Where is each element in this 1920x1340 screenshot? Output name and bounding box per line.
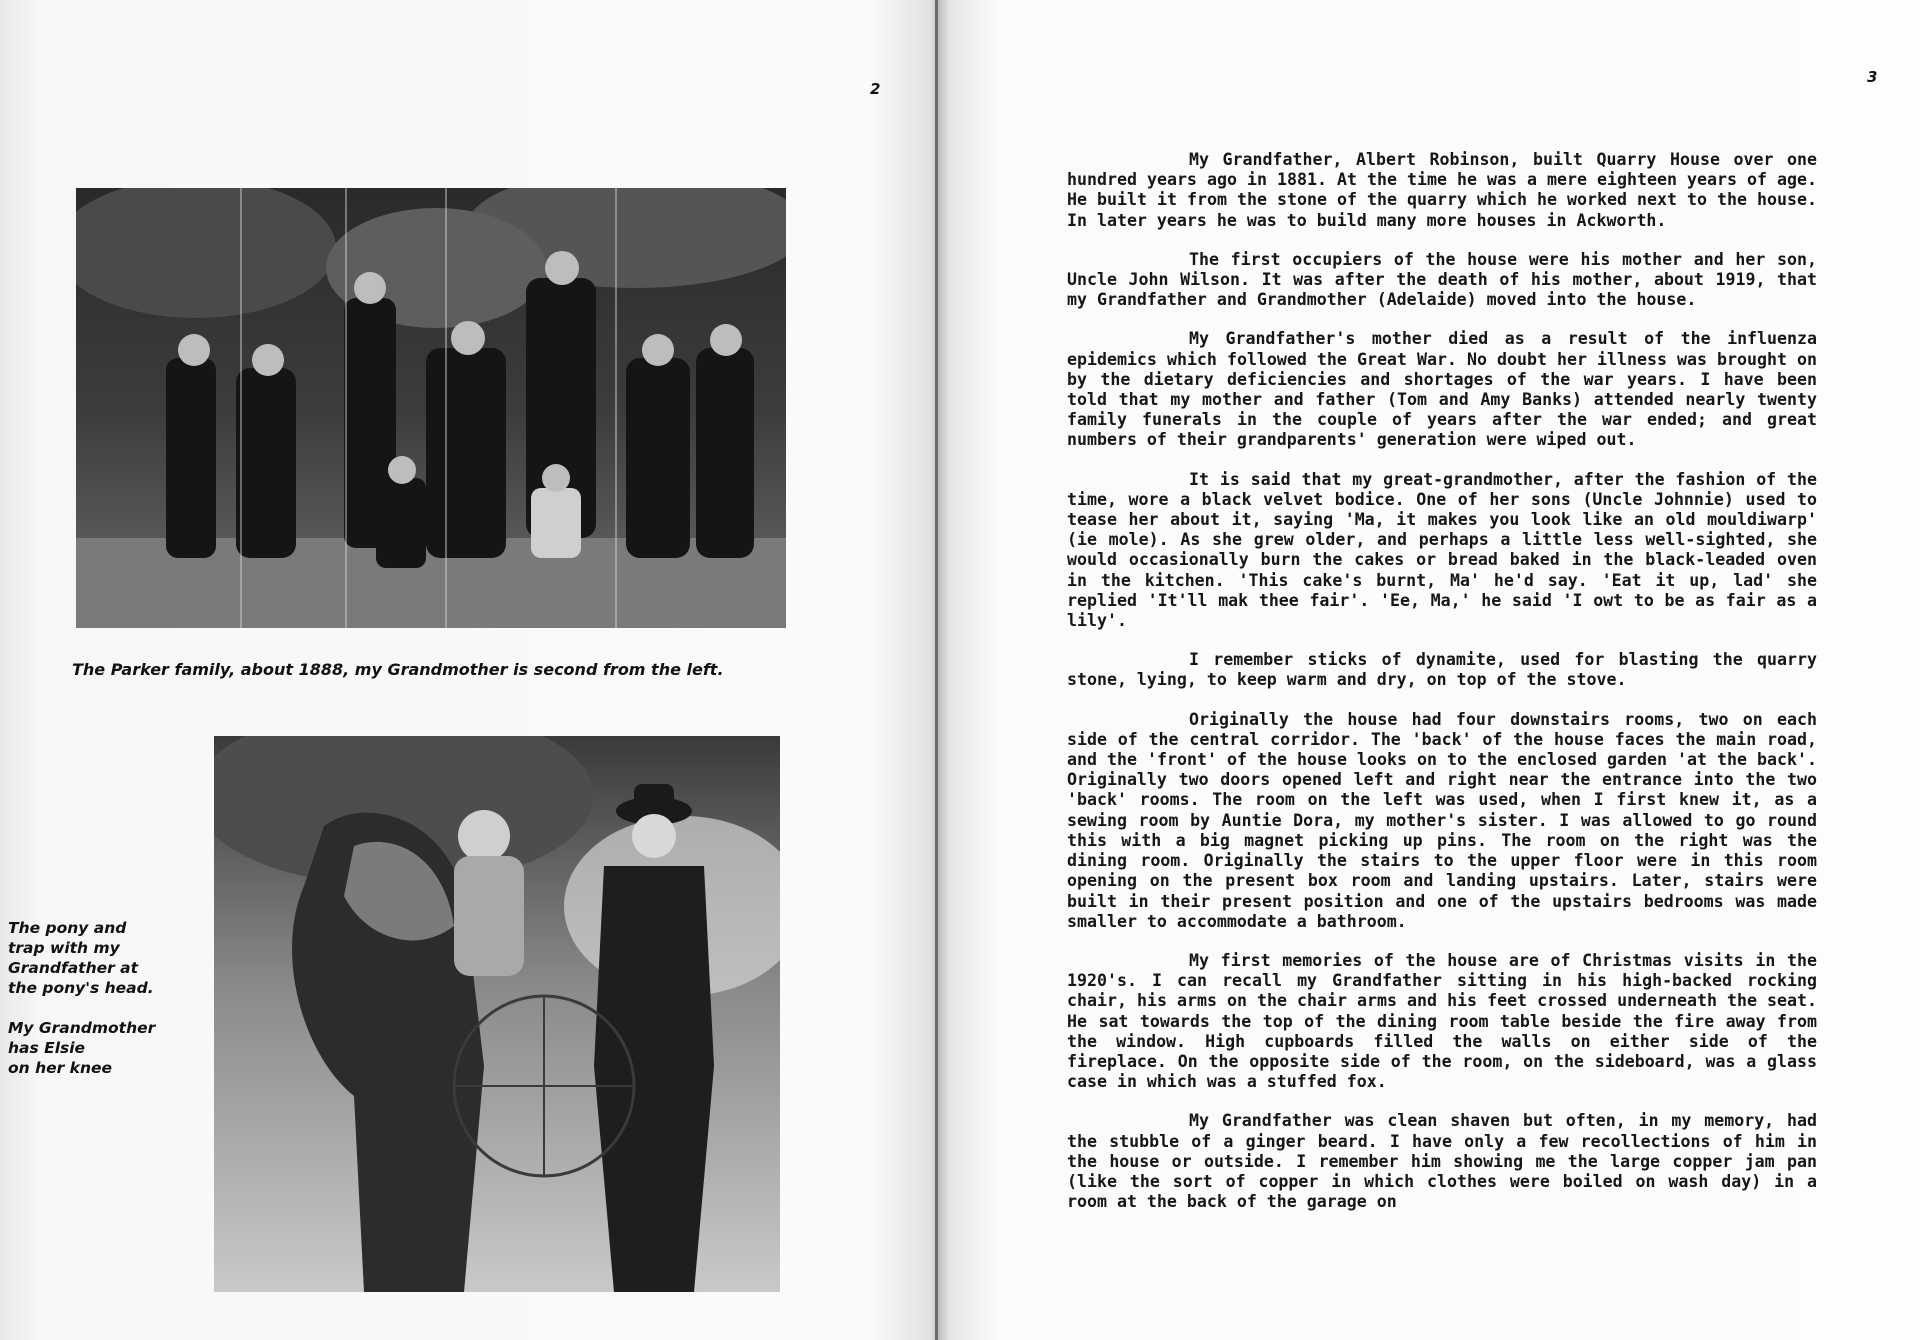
pony-side-caption <box>8 918 178 998</box>
grandmother-caption-line-3: on her knee <box>8 1059 113 1077</box>
paragraph: My Grandfather was clean shaven but often, in my memory, had the stubble of a ginger beard. I have only a few recollections of him in the house or outside. I remember him showing me the large copper jam pan (like the sort of copper in which clothes were boiled on wash day) in a room at the back of the garage on <box>1067 1111 1817 1212</box>
pony-and-trap-photo-icon <box>214 736 780 1292</box>
pony-and-trap-photo <box>214 736 780 1292</box>
grandmother-side-caption <box>8 1018 178 1078</box>
paragraph: The first occupiers of the house were his mother and her son, Uncle John Wilson. It was after the death of his mother, about 1919, that my Grandfather and Grandmother (Adelaide) moved into the house. <box>1067 249 1817 310</box>
left-page <box>0 0 935 1340</box>
parker-family-photo-icon <box>76 188 786 628</box>
paragraph: It is said that my great-grandmother, after the fashion of the time, wore a black velvet bodice. One of her sons (Uncle Johnnie) used to tease her about it, saying 'Ma, it makes you look like an old mouldiwarp' (ie mole). As she grew older, and perhaps a little less well-sighted, she would occasionally burn the cakes or bread baked in the black-leaded oven in the kitchen. 'This cake's burnt, Ma' he'd say. 'Eat it up, lad' she replied 'It'll mak thee fair'. 'Ee, Ma,' he said 'I owt to be as fair as a lily'. <box>1067 469 1817 631</box>
parker-family-photo <box>76 188 786 628</box>
parker-family-caption: The Parker family, about 1888, my Grandmother is second from the left. <box>72 660 724 679</box>
page-number-right: 3 <box>1867 68 1878 86</box>
pony-caption-line-2: trap with my <box>8 939 120 957</box>
paragraph: My first memories of the house are of Christmas visits in the 1920's. I can recall my Grandfather sitting in his high-backed rocking chair, his arms on the chair arms and his feet crossed underneath the seat. He sat towards the top of the dining room table beside the fire away from the window. High cupboards filled the walls on either side of the fireplace. On the opposite side of the room, on the sideboard, was a glass case in which was a stuffed fox. <box>1067 950 1817 1092</box>
page-number-left: 2 <box>870 80 881 98</box>
pony-caption-line-1: The pony and <box>8 919 127 937</box>
pony-caption-line-3: Grandfather at <box>8 959 139 977</box>
paragraph: I remember sticks of dynamite, used for blasting the quarry stone, lying, to keep warm and dry, on top of the stove. <box>1067 650 1817 690</box>
grandmother-caption-line-1: My Grandmother <box>8 1019 156 1037</box>
paragraph: My Grandfather, Albert Robinson, built Quarry House over one hundred years ago in 1881. At the time he was a mere eighteen years of age. He built it from the stone of the quarry which he worked next to the house. In later years he was to build many more houses in Ackworth. <box>1067 150 1817 230</box>
body-text <box>1067 150 1817 1231</box>
paragraph: My Grandfather's mother died as a result of the influenza epidemics which followed the Great War. No doubt her illness was brought on by the dietary deficiencies and shortages of the war years. I have been told that my mother and father (Tom and Amy Banks) attended nearly twenty family funerals in the couple of years after the war ended; and great numbers of their grandparents' generation were wiped out. <box>1067 329 1817 450</box>
grandmother-caption-line-2: has Elsie <box>8 1039 86 1057</box>
paragraph: Originally the house had four downstairs rooms, two on each side of the central corridor. The 'back' of the house faces the main road, and the 'front' of the house looks on to the enclosed garden 'at the back'. Originally two doors opened left and right near the entrance into the two 'back' rooms. The room on the left was used, when I first knew it, as a sewing room by Auntie Dora, my mother's sister. I was allowed to go round this with a big magnet picking up pins. The room on the right was the dining room. Originally the stairs to the upper floor were in this room opening on the present box room and landing upstairs. Later, stairs were built in their present position and one of the upstairs bedrooms was made smaller to accommodate a bathroom. <box>1067 709 1817 931</box>
pony-caption-line-4: the pony's head. <box>8 979 154 997</box>
